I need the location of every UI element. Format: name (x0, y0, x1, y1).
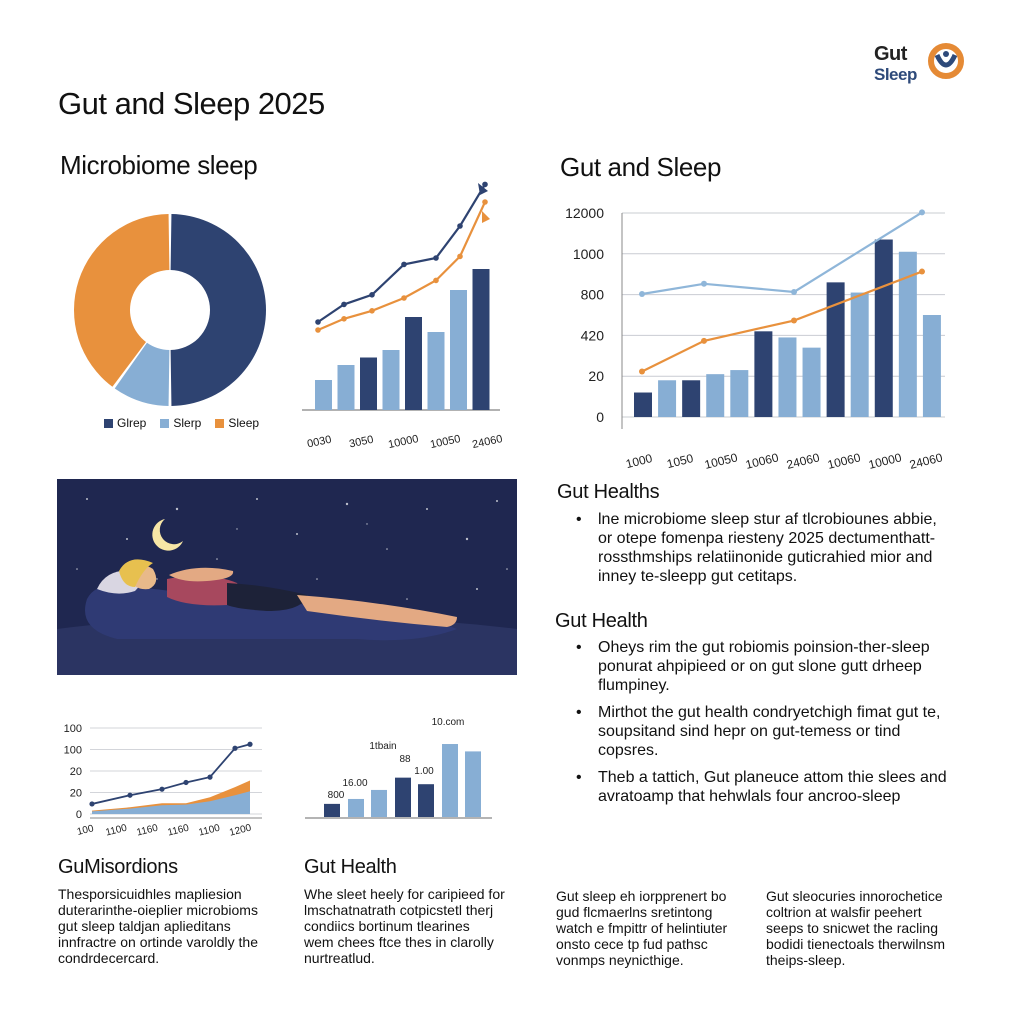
chart3-bar-13 (923, 315, 941, 417)
chart5-bar-1 (324, 804, 340, 817)
bullet-item (598, 510, 1018, 586)
chart3-bar-5 (730, 370, 748, 417)
chart3-line-1-point-2 (701, 281, 707, 287)
chart3-x-tick-7: 10000 (867, 450, 903, 472)
chart4-x-tick-3: 1160 (135, 822, 160, 839)
logo-text-line1: Gut (874, 43, 907, 65)
bottom-text-line: innfractre on ortinde varoldly the (58, 934, 258, 950)
chart2-tick-label-3: 10000 (387, 433, 420, 452)
bottom-text-line: condrdecercard. (58, 950, 160, 966)
chart5-data-label-5: 1.00 (414, 766, 434, 777)
bottom-text-line: nurtreatlud. (304, 950, 375, 966)
logo (872, 40, 972, 88)
bullet-item (598, 638, 1018, 695)
area-trend-chart (50, 700, 270, 845)
bottom-text-line: onsto cece tp fud pathsc (556, 936, 708, 952)
chart5-data-label-2: 16.00 (342, 778, 368, 789)
chart2-bar-7 (450, 290, 467, 410)
chart5-data-label-6: 10.com (431, 717, 465, 728)
chart4-x-tick-6: 1200 (228, 822, 253, 839)
gut-healths-bullets (570, 510, 1018, 594)
chart5-bar-4 (395, 778, 411, 817)
chart3-bar-4 (706, 374, 724, 417)
chart3-bar-3 (682, 380, 700, 417)
chart2-line-navy-point-6 (457, 223, 463, 229)
chart5-bar-3 (371, 790, 387, 817)
chart2-bar-2 (338, 365, 355, 410)
bottom-heading-2: Gut Health (304, 856, 397, 878)
chart2-line-orange-point-4 (401, 295, 407, 301)
chart3-x-tick-2: 1050 (665, 451, 695, 472)
sleeping-woman-illustration (57, 479, 517, 675)
chart2-bar-1 (315, 380, 332, 410)
chart2-line-navy-point-4 (401, 262, 407, 268)
bottom-text-line: seeps to snicwet the racling (766, 920, 938, 936)
chart3-line-2-point-2 (701, 338, 707, 344)
bottom-text-line: bodidi tienectoals therwilnsm (766, 936, 945, 952)
bullet-item (598, 768, 1018, 806)
bottom-text-line: vonmps neynicthige. (556, 952, 684, 968)
chart2-line-navy-point-3 (369, 292, 375, 298)
chart3-x-tick-6: 10060 (826, 450, 862, 472)
logo-text-line2: Sleep (874, 65, 917, 84)
chart3-x-tick-8: 24060 (908, 450, 944, 472)
bottom-text-line: Gut sleep eh iorpprenert bo (556, 888, 727, 904)
legend-item-1 (104, 416, 146, 430)
chart3-y-tick-4: 420 (580, 327, 604, 344)
chart2-tick-label-1: 0030 (306, 433, 333, 451)
chart2-tick-label-2: 3050 (348, 433, 375, 451)
chart3-y-tick-6: 0 (596, 409, 604, 425)
chart2-arrow-orange-icon (482, 211, 490, 223)
gut-health-bullets (570, 638, 1018, 814)
small-bar-chart (300, 712, 500, 827)
right-chart-title: Gut and Sleep (560, 152, 722, 182)
chart2-line-orange-point-6 (457, 254, 463, 260)
chart4-y-tick-4: 20 (69, 787, 82, 800)
bullet-line: flumpiney. (598, 677, 670, 694)
chart4-x-tick-2: 1100 (104, 822, 129, 839)
bullet-line: inney te-sleepp gut cetitaps. (598, 568, 798, 585)
chart3-x-tick-4: 10060 (744, 450, 780, 472)
chart4-line-point-7 (247, 742, 252, 747)
growth-bar-line-chart (300, 175, 520, 465)
chart3-y-tick-3: 800 (580, 286, 604, 303)
chart2-line-navy-point-5 (433, 255, 439, 261)
chart4-line-point-4 (183, 780, 188, 785)
bullet-line: avratoamp that hehwlals four ancroo-sleep (598, 788, 901, 805)
chart4-y-tick-1: 100 (63, 723, 82, 735)
bottom-text-line: lmschatnatrath cotpicstetl therj (304, 902, 494, 918)
chart4-y-tick-3: 20 (69, 766, 82, 778)
chart5-data-label-3: 1tbain (369, 741, 397, 752)
legend-label-2: Slerp (173, 416, 202, 430)
bottom-text-line: gut sleep taldjan aplieditans (58, 918, 231, 934)
chart3-x-tick-5: 24060 (785, 450, 821, 472)
chart4-x-tick-1: 100 (75, 823, 95, 838)
chart3-y-tick-1: 12000 (565, 205, 604, 221)
legend-item-3 (215, 416, 259, 430)
chart3-y-tick-2: 1000 (572, 245, 604, 262)
chart2-line-navy-point-7 (482, 182, 488, 188)
chart2-bar-4 (383, 350, 400, 410)
chart4-line-point-3 (159, 787, 164, 792)
chart2-line-orange-point-1 (315, 327, 321, 333)
bottom-text-3 (556, 888, 756, 968)
bullet-line: • lne microbiome sleep stur af tlcrobiounes abbie, (598, 511, 937, 528)
bottom-heading-1: GuMisordions (58, 856, 178, 878)
bottom-text-line: gud flcmaerlns sretintong (556, 904, 713, 920)
chart3-x-tick-1: 1000 (624, 451, 654, 472)
bullet-line: • Oheys rim the gut robiomis poinsion-ther-sleep (598, 639, 930, 656)
chart3-bar-2 (658, 380, 676, 417)
chart5-bar-7 (465, 751, 481, 817)
chart3-line-1-point-1 (639, 291, 645, 297)
chart4-y-tick-5: 0 (75, 809, 82, 821)
legend-label-1: Glrep (117, 416, 147, 430)
bullet-line: copsres. (598, 742, 659, 759)
chart3-line-2-point-4 (919, 269, 925, 275)
chart3-bar-7 (778, 337, 796, 417)
logo-mark-icon (926, 41, 966, 81)
bottom-text-line: condiics bortinum tlearines (304, 918, 470, 934)
section-heading-gut-healths: Gut Healths (557, 481, 660, 503)
chart3-line-1-point-4 (919, 209, 925, 215)
donut-chart (70, 210, 280, 410)
chart4-x-tick-5: 1100 (197, 822, 222, 839)
bottom-text-line: duterarinthe-oieplier microbioms (58, 902, 258, 918)
bottom-text-line: theips-sleep. (766, 952, 846, 968)
chart3-line-1-point-3 (791, 289, 797, 295)
chart3-bar-11 (875, 240, 893, 417)
bottom-text-line: Whe sleet heely for caripieed for (304, 886, 505, 902)
chart4-line-point-1 (89, 801, 94, 806)
donut-slice-1 (171, 214, 266, 406)
chart2-bar-6 (428, 332, 445, 410)
chart4-line-point-6 (232, 746, 237, 751)
chart3-x-tick-3: 10050 (703, 450, 739, 472)
chart2-line-navy-point-2 (341, 302, 347, 308)
chart3-line-2-point-3 (791, 318, 797, 324)
chart3-bar-6 (754, 331, 772, 417)
chart3-bar-8 (803, 348, 821, 417)
bullet-item (598, 703, 1018, 760)
chart2-tick-label-4: 10050 (429, 433, 462, 452)
pie-legend (104, 416, 259, 430)
combined-bar-line-chart (560, 175, 960, 475)
bullet-line: • Mirthot the gut health condryetchigh fimat gut te, (598, 704, 941, 721)
chart3-bar-1 (634, 393, 652, 417)
bottom-text-line: Thesporsicuidhles mapliesion (58, 886, 242, 902)
chart2-line-orange-point-3 (369, 308, 375, 314)
legend-item-2 (160, 416, 201, 430)
bottom-text-4 (766, 888, 966, 968)
chart3-y-tick-5: 20 (588, 368, 604, 385)
section-heading-gut-health: Gut Health (555, 610, 648, 632)
page-title: Gut and Sleep 2025 (58, 86, 325, 121)
bullet-line: or otepe fomenpa riesteny 2025 dectumenthatt- (598, 530, 936, 547)
bottom-text-line: wem chees ftce thes in clarolly (304, 934, 494, 950)
chart4-line-point-5 (207, 775, 212, 780)
chart4-y-tick-2: 100 (63, 744, 82, 757)
chart3-line-2-point-1 (639, 369, 645, 375)
chart2-bar-3 (360, 358, 377, 411)
chart5-data-label-1: 800 (327, 790, 345, 801)
bottom-text-line: watch e fmpittr of helintiuter (556, 920, 728, 936)
chart2-line-orange-point-7 (482, 199, 488, 205)
chart2-line-navy-point-1 (315, 319, 321, 325)
bottom-text-line: coltrion at walsfir peehert (766, 904, 922, 920)
chart5-bar-2 (348, 799, 364, 817)
chart5-data-label-4: 88 (399, 754, 411, 765)
chart5-bar-6 (442, 744, 458, 817)
bullet-line: rossthmships relatiinonide guticrahied mior and (598, 549, 933, 566)
chart2-tick-label-5: 24060 (471, 433, 504, 452)
bottom-text-line: Gut sleocuries innorochetice (766, 888, 943, 904)
chart3-bar-10 (851, 293, 869, 417)
chart2-line-orange-point-5 (433, 278, 439, 284)
bullet-line: • Theb a tattich, Gut planeuce attom thie slees and (598, 769, 947, 786)
pie-chart-title: Microbiome sleep (60, 150, 258, 180)
chart5-bar-5 (418, 784, 434, 817)
chart2-line-orange-point-2 (341, 316, 347, 322)
chart4-line-point-2 (127, 793, 132, 798)
bottom-text-2 (304, 886, 524, 966)
legend-label-3: Sleep (228, 416, 260, 430)
chart4-x-tick-4: 1160 (166, 822, 191, 839)
bullet-line: ponurat ahpipieed or on gut slone gutt drheep (598, 658, 922, 675)
bottom-text-1 (58, 886, 288, 966)
bullet-line: soupsitand sind hepr on gut-temess or tind (598, 723, 901, 740)
chart2-bar-8 (473, 269, 490, 410)
chart2-bar-5 (405, 317, 422, 410)
